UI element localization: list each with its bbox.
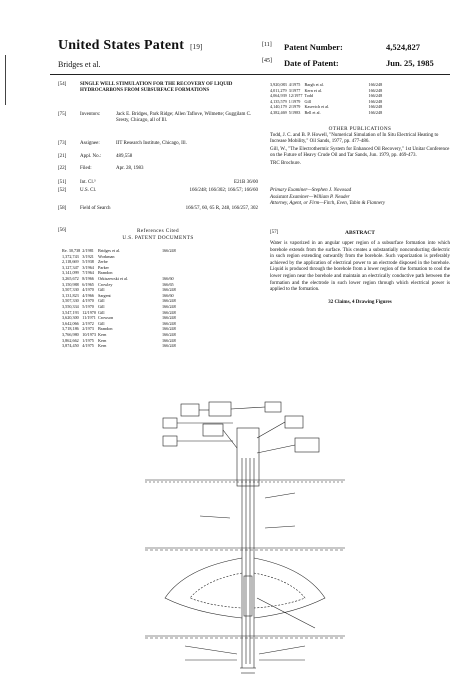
- ref-number: Re. 30,738: [62, 248, 81, 253]
- ref-inventor: Kasevich et al.: [304, 104, 330, 110]
- ref-inventor: Bridges et al.: [98, 248, 121, 253]
- ref-inventor: Todd: [304, 93, 314, 99]
- other-publications-title: OTHER PUBLICATIONS: [328, 126, 392, 132]
- ref-number: 3,718,186: [62, 326, 79, 332]
- ref-number: 3,141,099: [62, 270, 79, 276]
- ref-inventor: Bell et al.: [304, 109, 321, 115]
- publication-entry: Gill, W., "The Electrothermic System for Enhanced Oil Recovery," 1st Unitar Conference on the Future of Heavy Crude Oil and Tar Sands, Jun. 1979, pp. 469-473.: [270, 146, 450, 159]
- ref-inventor: Zerbe: [98, 259, 108, 265]
- patent-number-code: [11]: [262, 42, 272, 48]
- ref-inventor: Gill: [98, 309, 105, 315]
- field-title: [58, 82, 258, 104]
- assignee-text: IIT Research Institute, Chicago, Ill.: [116, 141, 187, 146]
- ref-inventor: Gill: [98, 298, 105, 304]
- ref-class: 166/248: [368, 93, 383, 99]
- references-left-list: [62, 248, 178, 349]
- ref-number: 3,550,334: [62, 303, 79, 309]
- ref-class: 166/248: [368, 104, 383, 110]
- references-code: [56]: [58, 228, 67, 233]
- claims-count: 32 Claims, 4 Drawing Figures: [328, 299, 392, 305]
- filed-code: [22]: [58, 166, 67, 171]
- abstract-title: ABSTRACT: [345, 230, 375, 236]
- field-search-text: 166/57, 60, 65 R, 248, 166/257, 302: [185, 206, 258, 211]
- us-cl-code: [52]: [58, 188, 67, 193]
- ref-date: 4/1966: [82, 292, 94, 298]
- filed-label: Filed:: [80, 166, 92, 171]
- date-label: Date of Patent:: [284, 58, 339, 68]
- ref-date: 4/1970: [82, 287, 94, 293]
- ref-inventor: Gill: [98, 303, 105, 309]
- ref-date: 1/1979: [288, 98, 301, 104]
- ref-class: 166/248: [162, 298, 176, 304]
- assistant-examiner: Assistant Examiner—William P. Neuder: [270, 194, 350, 200]
- ref-date: 12/1977: [288, 93, 303, 99]
- publication-entry: Todd, J. C. and B. P. Howell, "Numerical Simulation of In Situ Electrical Heating to Increase Mobility," Oil Sands, 1977, pp. 477-486.: [270, 132, 439, 145]
- ref-number: 2,118,669: [62, 259, 79, 265]
- field-appl-no: [58, 154, 258, 161]
- field-us-cl: [58, 188, 258, 202]
- ref-class: 166/248: [368, 82, 383, 87]
- margin-mark: [5, 55, 6, 105]
- ref-inventor: Gill: [98, 287, 105, 293]
- references-title: References Cited: [137, 228, 179, 234]
- ref-inventor: Parker: [98, 264, 109, 270]
- ref-date: 7/1964: [82, 270, 94, 276]
- ref-number: 3,642,066: [62, 320, 79, 326]
- primary-examiner: Primary Examiner—Stephen J. Novosad: [270, 188, 352, 193]
- patent-date: Jun. 25, 1985: [386, 58, 434, 68]
- ref-inventor: Gill: [304, 98, 311, 104]
- ref-date: 10/1973: [82, 331, 96, 337]
- ref-number: 3,920,083: [270, 82, 287, 87]
- invention-title: SINGLE WELL STIMULATION FOR THE RECOVERY OF LIQUID HYDROCARBONS FROM SUBSURFACE FORMATIONS: [80, 82, 233, 94]
- inventors-label: Inventors:: [80, 112, 101, 117]
- field-assignee: [58, 141, 258, 148]
- patent-number-label: Patent Number:: [284, 42, 343, 52]
- examiners: [270, 188, 450, 208]
- ref-date: 2/1973: [82, 326, 94, 332]
- int-cl-label: Int. Cl.³: [80, 180, 96, 185]
- patent-title-header: [58, 38, 203, 54]
- ref-date: 3/1921: [82, 253, 94, 259]
- ref-number: 1,372,743: [62, 253, 79, 259]
- ref-date: 8/1966: [82, 275, 94, 281]
- ref-date: 5/1938: [82, 259, 94, 265]
- references-left-table: [62, 248, 178, 349]
- references-right-list: [270, 82, 384, 116]
- ref-inventor: Crowley: [98, 281, 113, 287]
- ref-date: 6/1965: [82, 281, 94, 287]
- ref-class: 166/248: [162, 303, 176, 309]
- references-header: [58, 228, 258, 241]
- ref-date: 11/1971: [82, 315, 96, 321]
- ref-class: 166/248: [162, 248, 176, 253]
- ref-class: 166/248: [368, 98, 383, 104]
- ref-number: 3,131,823: [62, 292, 79, 298]
- ref-number: 4,064,939: [270, 93, 287, 99]
- abstract-code: [57]: [270, 230, 279, 235]
- ref-number: 3,507,330: [62, 287, 79, 293]
- other-publications: [270, 126, 450, 169]
- ref-class: 166/248: [162, 343, 176, 349]
- ref-inventor: Kern: [98, 337, 107, 343]
- field-int-cl: [58, 180, 258, 187]
- document-type: United States Patent: [58, 38, 185, 53]
- ref-number: 3,265,672: [62, 275, 79, 281]
- ref-inventor: Kern: [98, 331, 107, 337]
- references-right-table: [270, 82, 384, 116]
- title-code: [19]: [190, 43, 203, 51]
- ref-inventor: Brandon: [98, 326, 113, 332]
- header-rule: [50, 74, 450, 75]
- ref-class: 166/248: [368, 87, 383, 93]
- field-filed: [58, 166, 258, 173]
- ref-date: 12/1970: [82, 309, 96, 315]
- field-search-code: [58]: [58, 206, 67, 211]
- ref-number: 3,874,450: [62, 343, 79, 349]
- ref-inventor: Bargh et al.: [304, 82, 324, 87]
- well-stimulation-drawing: [145, 398, 345, 688]
- ref-inventor: Gill: [98, 320, 105, 326]
- ref-number: 3,862,662: [62, 337, 79, 343]
- ref-class: 166/248: [162, 337, 176, 343]
- ref-date: 4/1970: [82, 298, 94, 304]
- ref-number: 3,547,193: [62, 309, 79, 315]
- ref-number: 3,127,347: [62, 264, 79, 270]
- ref-number: 4,140,179: [270, 104, 287, 110]
- ref-class: 166/65: [162, 281, 174, 287]
- int-cl-code: [51]: [58, 180, 67, 185]
- attorney: Attorney, Agent, or Firm—Fitch, Even, Tabin & Flannery: [270, 201, 386, 207]
- abstract-section: [270, 230, 450, 306]
- patent-number: 4,524,827: [386, 42, 420, 52]
- field-inventors: [58, 112, 258, 136]
- ref-class: 166/248: [162, 331, 176, 337]
- filed-text: Apr. 28, 1983: [116, 166, 144, 171]
- ref-date: 2/1979: [288, 104, 301, 110]
- ref-class: 166/248: [162, 315, 176, 321]
- ref-date: 4/1975: [288, 82, 301, 87]
- ref-class: 166/248: [162, 326, 176, 332]
- ref-date: 1/1975: [82, 337, 94, 343]
- ref-number: 4,011,279: [270, 87, 287, 93]
- us-cl-text: 166/248; 166/302; 166/57; 166/60: [189, 188, 258, 193]
- ref-class: 166/60: [162, 275, 174, 281]
- ref-number: 4,382,469: [270, 109, 287, 115]
- patent-number-row: [262, 42, 420, 52]
- appl-no-label: Appl. No.:: [80, 154, 102, 159]
- ref-number: 4,135,579: [270, 98, 287, 104]
- field-search: [58, 206, 258, 220]
- other-publications-list: [270, 133, 450, 168]
- inventors-code: [75]: [58, 112, 67, 117]
- ref-date: 5/1970: [82, 303, 94, 309]
- assignee-code: [73]: [58, 141, 67, 146]
- ref-number: 3,507,330: [62, 298, 79, 304]
- abstract-text: Water is vaporized in an angular upper region of a subsurface formation into which borehole extends from the surface. This creates a substantially nonconducting dielectric in such region extending outwardly from the borehole. Such vaporization is preferably achieved by the application of electrical power to an electrode disposed in the borehole. Liquid is produced through the borehole from a lower region of the formation to cool the lower region near the borehole and maintain an electrically conductive path between the formation and the electrode in such lower region through which electrical power is applied to the formation.: [270, 241, 450, 293]
- patent-drawing: [145, 398, 345, 693]
- ref-number: 3,766,980: [62, 331, 79, 337]
- field-title-code: [54]: [58, 82, 67, 87]
- ref-inventor: Crowson: [98, 315, 114, 321]
- ref-date: 3/1964: [82, 264, 94, 270]
- ref-inventor: Orkiszewski et al.: [98, 275, 129, 281]
- field-search-label: Field of Search: [80, 206, 111, 211]
- inventors-text: Jack E. Bridges, Park Ridge; Allen Taflove, Wilmette; Guggilam C. Sresty, Chicago, all of Ill.: [116, 112, 252, 124]
- ref-class: 166/248: [368, 109, 383, 115]
- assignee-label: Assignee:: [80, 141, 100, 146]
- ref-date: 5/1983: [288, 109, 301, 115]
- date-code: [45]: [262, 58, 272, 64]
- patent-date-row: [262, 58, 434, 68]
- appl-no-text: 489,558: [116, 154, 133, 159]
- references-subtitle: U.S. PATENT DOCUMENTS: [122, 234, 194, 241]
- int-cl-text: E21B 36/00: [233, 180, 258, 185]
- ref-number: 3,620,300: [62, 315, 79, 321]
- ref-class: 166/248: [162, 287, 176, 293]
- ref-class: 166/248: [162, 320, 176, 326]
- ref-inventor: Brandon: [98, 270, 113, 276]
- ref-date: 2/1972: [82, 320, 94, 326]
- reference-row: [270, 110, 384, 116]
- ref-number: 3,150,988: [62, 281, 79, 287]
- us-cl-label: U.S. Cl.: [80, 188, 97, 193]
- ref-date: 3/1977: [288, 87, 301, 93]
- ref-inventor: Sargent: [98, 292, 111, 298]
- ref-class: 166/60: [162, 292, 174, 298]
- inventor-short: Bridges et al.: [58, 60, 101, 69]
- ref-inventor: Workman: [98, 253, 115, 259]
- ref-date: 2/1981: [82, 248, 94, 253]
- reference-row: [62, 343, 178, 349]
- ref-class: 166/248: [162, 309, 176, 315]
- ref-inventor: Kern et al.: [304, 87, 323, 93]
- publication-entry: TRC Brochure.: [270, 160, 301, 166]
- ref-date: 4/1975: [82, 343, 94, 349]
- appl-no-code: [21]: [58, 154, 67, 159]
- ref-inventor: Kern: [98, 343, 107, 349]
